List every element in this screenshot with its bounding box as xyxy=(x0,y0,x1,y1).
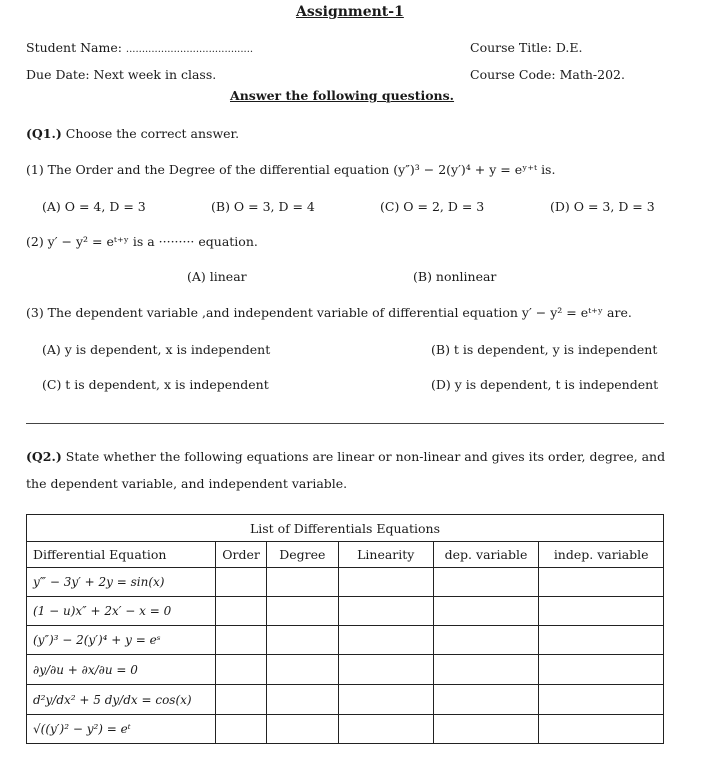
indep-variable-cell[interactable] xyxy=(539,568,664,597)
table-row xyxy=(27,626,664,655)
dep-variable-cell[interactable] xyxy=(433,626,539,655)
linearity-cell[interactable] xyxy=(338,568,433,597)
course-code: Course Code: Math-202. xyxy=(470,67,625,82)
q1-item-3-stem: (3) The dependent variable ,and independent variable of differential equation y′ − y² = eᵗ⁺ʸ are. xyxy=(26,305,632,320)
q2-heading xyxy=(26,449,665,464)
column-header: indep. variable xyxy=(539,542,664,568)
dep-variable-cell[interactable] xyxy=(433,715,539,744)
student-name-blank[interactable]: ........................................ xyxy=(125,44,254,55)
linearity-cell[interactable] xyxy=(338,715,433,744)
equation-cell: y‴ − 3y′ + 2y = sin(x) xyxy=(27,568,216,597)
q2-prompt-line2: the dependent variable, and independent variable. xyxy=(26,476,348,491)
student-name-label xyxy=(26,40,253,55)
degree-cell[interactable] xyxy=(266,715,338,744)
q1-item-2-option-b[interactable]: (B) nonlinear xyxy=(413,269,497,284)
table-header-row xyxy=(27,542,664,568)
dep-variable-cell[interactable] xyxy=(433,568,539,597)
indep-variable-cell[interactable] xyxy=(539,685,664,715)
indep-variable-cell[interactable] xyxy=(539,655,664,685)
q1-item-2-stem: (2) y′ − y² = eᵗ⁺ʸ is a ········· equation. xyxy=(26,234,258,249)
section-divider xyxy=(26,423,664,424)
degree-cell[interactable] xyxy=(266,597,338,626)
column-header: Order xyxy=(216,542,267,568)
equation-cell: ∂y/∂u + ∂x/∂u = 0 xyxy=(27,655,216,685)
q1-prompt: Choose the correct answer. xyxy=(65,126,240,141)
q1-item-3-option-c[interactable]: (C) t is dependent, x is independent xyxy=(42,377,269,392)
table-caption: List of Differentials Equations xyxy=(27,515,664,542)
degree-cell[interactable] xyxy=(266,568,338,597)
q1-item-3-option-a[interactable]: (A) y is dependent, x is independent xyxy=(42,342,271,357)
dep-variable-cell[interactable] xyxy=(433,685,539,715)
linearity-cell[interactable] xyxy=(338,626,433,655)
order-cell[interactable] xyxy=(216,655,267,685)
q1-item-3-option-d[interactable]: (D) y is dependent, t is independent xyxy=(431,377,659,392)
due-date: Due Date: Next week in class. xyxy=(26,67,217,82)
column-header: Linearity xyxy=(338,542,433,568)
indep-variable-cell[interactable] xyxy=(539,626,664,655)
order-cell[interactable] xyxy=(216,597,267,626)
linearity-cell[interactable] xyxy=(338,655,433,685)
equations-table xyxy=(26,514,664,744)
equation-cell: (1 − u)x″ + 2x′ − x = 0 xyxy=(27,597,216,626)
degree-cell[interactable] xyxy=(266,626,338,655)
q1-item-1-option-b[interactable]: (B) O = 3, D = 4 xyxy=(211,199,315,214)
q1-item-3-option-b[interactable]: (B) t is dependent, y is independent xyxy=(431,342,658,357)
column-header: Differential Equation xyxy=(27,542,216,568)
table-row xyxy=(27,715,664,744)
q2-prompt-line1: State whether the following equations are linear or non-linear and gives its order, degree, and xyxy=(65,449,666,464)
column-header: dep. variable xyxy=(433,542,539,568)
equation-cell: (y″)³ − 2(y′)⁴ + y = eˢ xyxy=(27,626,216,655)
column-header: Degree xyxy=(266,542,338,568)
indep-variable-cell[interactable] xyxy=(539,715,664,744)
indep-variable-cell[interactable] xyxy=(539,597,664,626)
equation-cell: √((y′)² − y²) = eᵗ xyxy=(27,715,216,744)
instruction-heading: Answer the following questions. xyxy=(230,88,455,103)
equation-cell: d²y/dx² + 5 dy/dx = cos(x) xyxy=(27,685,216,715)
q1-heading xyxy=(26,126,239,141)
linearity-cell[interactable] xyxy=(338,597,433,626)
linearity-cell[interactable] xyxy=(338,685,433,715)
q1-item-1-option-a[interactable]: (A) O = 4, D = 3 xyxy=(42,199,146,214)
course-title: Course Title: D.E. xyxy=(470,40,583,55)
order-cell[interactable] xyxy=(216,626,267,655)
degree-cell[interactable] xyxy=(266,685,338,715)
table-row xyxy=(27,685,664,715)
dep-variable-cell[interactable] xyxy=(433,597,539,626)
q1-item-1-option-c[interactable]: (C) O = 2, D = 3 xyxy=(380,199,485,214)
q2-label: (Q2.) xyxy=(26,449,62,464)
dep-variable-cell[interactable] xyxy=(433,655,539,685)
q1-item-1-option-d[interactable]: (D) O = 3, D = 3 xyxy=(550,199,655,214)
q1-item-1-stem: (1) The Order and the Degree of the differential equation (y″)³ − 2(y′)⁴ + y = eʸ⁺ᵗ is. xyxy=(26,162,556,177)
table-row xyxy=(27,568,664,597)
student-name-label-text: Student Name: xyxy=(26,40,122,55)
table-row xyxy=(27,597,664,626)
order-cell[interactable] xyxy=(216,685,267,715)
page-title: Assignment-1 xyxy=(296,4,404,20)
q1-label: (Q1.) xyxy=(26,126,62,141)
q1-item-2-option-a[interactable]: (A) linear xyxy=(187,269,247,284)
order-cell[interactable] xyxy=(216,568,267,597)
order-cell[interactable] xyxy=(216,715,267,744)
table-row xyxy=(27,655,664,685)
degree-cell[interactable] xyxy=(266,655,338,685)
